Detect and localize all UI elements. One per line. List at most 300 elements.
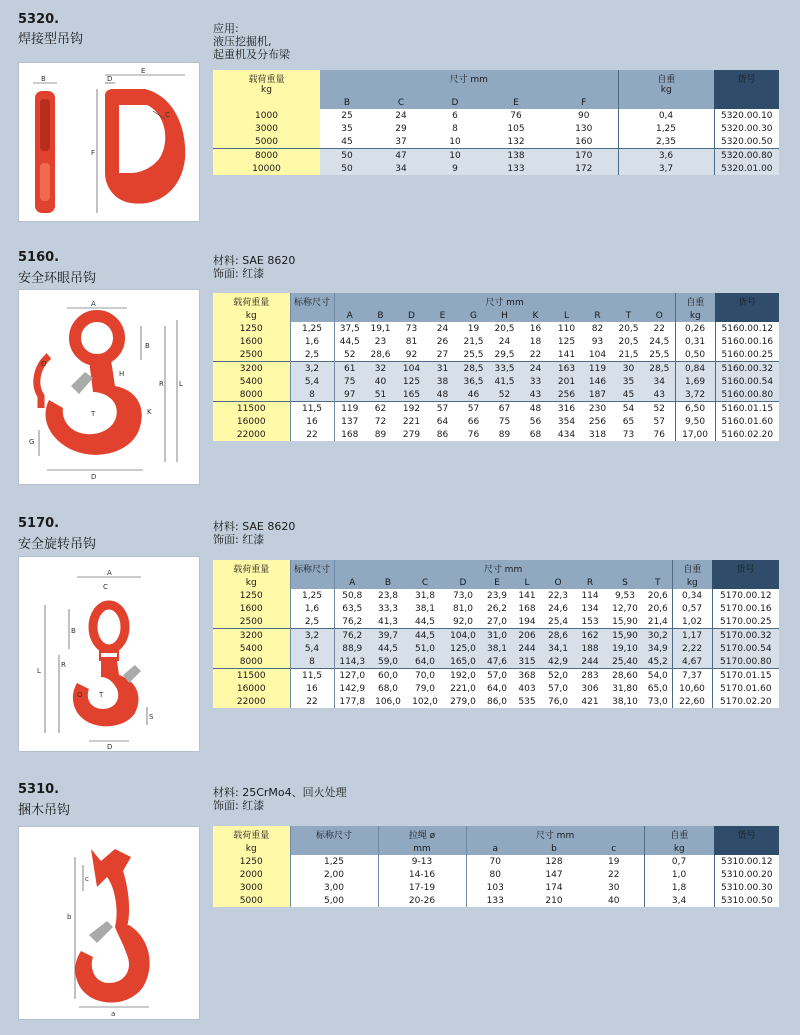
- table-cell: 153: [574, 615, 606, 629]
- table-cell: 1,6: [290, 335, 334, 348]
- table-cell: 5,4: [290, 642, 334, 655]
- table-cell: 5310.00.12: [714, 855, 779, 868]
- header-nominal: 标称尺寸: [290, 560, 334, 576]
- table-cell: 76: [482, 109, 550, 122]
- col-header: E: [482, 576, 512, 589]
- table-cell: 81,0: [444, 602, 482, 615]
- table-cell: 28,60: [606, 669, 644, 683]
- table-cell: 5320.00.50: [714, 135, 779, 149]
- col-header: E: [427, 309, 458, 322]
- table-cell: 44,5: [370, 642, 406, 655]
- table-cell: 354: [551, 415, 582, 428]
- table-cell: 3,4: [644, 894, 714, 907]
- table-cell: 165: [396, 388, 427, 402]
- table-cell: 54,0: [644, 669, 672, 683]
- table-cell: 93: [582, 335, 613, 348]
- table-cell: 24,5: [644, 335, 675, 348]
- table-cell: 73,0: [644, 695, 672, 708]
- table-cell: 57: [427, 402, 458, 416]
- table-cell: 57,0: [542, 682, 574, 695]
- table-cell: 80: [466, 868, 524, 881]
- table-cell: 31,0: [482, 629, 512, 643]
- table-cell: 105: [482, 122, 550, 135]
- table-row: [213, 135, 779, 149]
- dim-label: S: [149, 713, 154, 721]
- dim-label: T: [99, 691, 104, 699]
- table-cell: 5160.00.80: [715, 388, 779, 402]
- dim-label: F: [91, 149, 96, 157]
- header-load: 载荷重量: [213, 293, 290, 309]
- table-cell: 5400: [213, 375, 290, 388]
- product-description: [213, 254, 295, 280]
- table-cell: 5310.00.30: [714, 881, 779, 894]
- table-cell: 75: [334, 375, 365, 388]
- table-cell: 127,0: [334, 669, 370, 683]
- table-cell: 5160.00.12: [715, 322, 779, 335]
- table-cell: 3000: [213, 881, 290, 894]
- table-cell: 76: [458, 428, 489, 441]
- table-cell: 104: [396, 362, 427, 376]
- header-load: 载荷重量 kg: [213, 70, 320, 96]
- table-cell: 133: [466, 894, 524, 907]
- table-cell: 316: [551, 402, 582, 416]
- table-cell: 0,84: [675, 362, 715, 376]
- header-load: 载荷重量: [213, 560, 290, 576]
- table-cell: 1250: [213, 589, 290, 602]
- table-cell: 5160.00.16: [715, 335, 779, 348]
- col-header: R: [574, 576, 606, 589]
- table-cell: 9: [428, 162, 482, 175]
- col-header: A: [334, 576, 370, 589]
- table-cell: 41,5: [489, 375, 520, 388]
- table-cell: 18: [520, 335, 551, 348]
- table-cell: 192: [396, 402, 427, 416]
- table-cell: 1600: [213, 602, 290, 615]
- table-cell: 73,0: [444, 589, 482, 602]
- table-cell: 47,6: [482, 655, 512, 669]
- header-weight-unit: kg: [672, 576, 712, 589]
- table-cell: 5320.00.80: [714, 149, 779, 163]
- desc-line: 材料: SAE 8620: [213, 520, 296, 533]
- table-row: [213, 642, 779, 655]
- table-cell: 5170.00.16: [712, 602, 779, 615]
- table-cell: 5170.00.54: [712, 642, 779, 655]
- table-row: [213, 402, 779, 416]
- header-weight-unit: kg: [675, 309, 715, 322]
- col-header: B: [320, 96, 374, 109]
- table-cell: 63,5: [334, 602, 370, 615]
- table-cell: 24: [489, 335, 520, 348]
- table-cell: 34: [644, 375, 675, 388]
- table-cell: 128: [524, 855, 584, 868]
- col-header: a: [466, 842, 524, 855]
- table-cell: 68,0: [370, 682, 406, 695]
- table-cell: 23,9: [482, 589, 512, 602]
- desc-line: 材料: 25CrMo4、回火处理: [213, 786, 347, 799]
- welded-hook-icon: [19, 63, 199, 221]
- header-weight-unit: kg: [644, 842, 714, 855]
- table-cell: 11,5: [290, 402, 334, 416]
- table-row: [213, 322, 779, 335]
- table-cell: 47: [374, 149, 428, 163]
- table-cell: 244: [512, 642, 542, 655]
- col-header: H: [489, 309, 520, 322]
- table-cell: 3,72: [675, 388, 715, 402]
- table-cell: 2,5: [290, 348, 334, 362]
- table-cell: 66: [458, 415, 489, 428]
- table-cell: 0,50: [675, 348, 715, 362]
- table-cell: 5320.00.10: [714, 109, 779, 122]
- table-cell: 56: [520, 415, 551, 428]
- table-cell: 434: [551, 428, 582, 441]
- table-cell: 0,34: [672, 589, 712, 602]
- desc-line: 应用:: [213, 22, 239, 35]
- table-cell: 102,0: [406, 695, 444, 708]
- product-image-5320: [18, 62, 200, 222]
- table-cell: 7,37: [672, 669, 712, 683]
- table-cell: 25,4: [542, 615, 574, 629]
- table-cell: 3200: [213, 629, 290, 643]
- table-cell: 2,5: [290, 615, 334, 629]
- table-cell: 51,0: [406, 642, 444, 655]
- table-cell: 256: [551, 388, 582, 402]
- table-cell: 403: [512, 682, 542, 695]
- table-cell: 1,02: [672, 615, 712, 629]
- table-cell: 5310.00.50: [714, 894, 779, 907]
- table-cell: 130: [550, 122, 618, 135]
- table-cell: 306: [574, 682, 606, 695]
- header-code: 货号: [714, 826, 779, 855]
- desc-line: 材料: SAE 8620: [213, 254, 296, 267]
- table-cell: 28,5: [458, 362, 489, 376]
- table-cell: 57: [458, 402, 489, 416]
- table-cell: 421: [574, 695, 606, 708]
- table-cell: 50: [320, 149, 374, 163]
- table-cell: 20,6: [644, 602, 672, 615]
- dim-label: B: [71, 627, 76, 635]
- table-cell: 21,5: [613, 348, 644, 362]
- table-cell: 5320.01.00: [714, 162, 779, 175]
- table-cell: 52: [489, 388, 520, 402]
- table-cell: 160: [550, 135, 618, 149]
- col-header: F: [550, 96, 618, 109]
- table-cell: 5170.00.32: [712, 629, 779, 643]
- table-cell: 76,0: [542, 695, 574, 708]
- table-cell: 8: [428, 122, 482, 135]
- table-cell: 5170.00.80: [712, 655, 779, 669]
- desc-line: 饰面: 红漆: [213, 267, 265, 280]
- table-cell: 5,00: [290, 894, 378, 907]
- table-row: [213, 348, 779, 362]
- product-number: 5170.: [18, 516, 60, 531]
- table-cell: 194: [512, 615, 542, 629]
- table-cell: 75: [489, 415, 520, 428]
- dim-label: K: [147, 408, 152, 416]
- table-row: [213, 335, 779, 348]
- table-cell: 52: [644, 402, 675, 416]
- table-cell: 315: [512, 655, 542, 669]
- table-cell: 79,0: [406, 682, 444, 695]
- table-cell: 82: [582, 322, 613, 335]
- table-cell: 279,0: [444, 695, 482, 708]
- table-cell: 201: [551, 375, 582, 388]
- table-cell: 206: [512, 629, 542, 643]
- table-cell: 279: [396, 428, 427, 441]
- table-cell: 30: [613, 362, 644, 376]
- table-cell: 16: [290, 415, 334, 428]
- product-image-5160: [18, 289, 200, 485]
- table-cell: 86: [427, 428, 458, 441]
- table-cell: 134: [574, 602, 606, 615]
- table-cell: 20,5: [489, 322, 520, 335]
- table-cell: 73: [613, 428, 644, 441]
- table-cell: 168: [512, 602, 542, 615]
- table-cell: 0,57: [672, 602, 712, 615]
- table-cell: 57: [644, 415, 675, 428]
- table-cell: 51: [365, 388, 396, 402]
- table-cell: 1,25: [618, 122, 714, 135]
- table-cell: 0,4: [618, 109, 714, 122]
- table-cell: 104,0: [444, 629, 482, 643]
- table-cell: 3,00: [290, 881, 378, 894]
- table-cell: 5170.00.25: [712, 615, 779, 629]
- table-cell: 5400: [213, 642, 290, 655]
- desc-line: 液压挖掘机,: [213, 35, 272, 48]
- header-code: 货号: [712, 560, 779, 589]
- table-cell: 45,2: [644, 655, 672, 669]
- table-cell: 10,60: [672, 682, 712, 695]
- table-cell: 20,5: [613, 335, 644, 348]
- table-cell: 3,2: [290, 362, 334, 376]
- product-number: 5320.: [18, 12, 60, 27]
- header-weight: 自重: [644, 826, 714, 842]
- table-cell: 1,6: [290, 602, 334, 615]
- table-row: [213, 881, 779, 894]
- table-cell: 76: [644, 428, 675, 441]
- table-row: [213, 109, 779, 122]
- spec-table-5170: [213, 560, 779, 708]
- table-cell: 125: [396, 375, 427, 388]
- dim-label: C: [103, 583, 108, 591]
- table-cell: 2,22: [672, 642, 712, 655]
- table-cell: 177,8: [334, 695, 370, 708]
- dim-label: O: [41, 360, 47, 368]
- desc-line: 饰面: 红漆: [213, 533, 265, 546]
- table-cell: 8: [290, 655, 334, 669]
- table-cell: 5000: [213, 135, 320, 149]
- table-cell: 40: [584, 894, 644, 907]
- table-cell: 65: [613, 415, 644, 428]
- table-cell: 114: [574, 589, 606, 602]
- table-cell: 45: [613, 388, 644, 402]
- table-cell: 17-19: [378, 881, 466, 894]
- table-cell: 15,90: [606, 629, 644, 643]
- table-cell: 125,0: [444, 642, 482, 655]
- col-header: C: [374, 96, 428, 109]
- product-image-5310: [18, 826, 200, 1020]
- table-cell: 106,0: [370, 695, 406, 708]
- table-cell: 43: [644, 388, 675, 402]
- table-cell: 97: [334, 388, 365, 402]
- table-cell: 5160.00.54: [715, 375, 779, 388]
- table-cell: 9-13: [378, 855, 466, 868]
- table-cell: 256: [582, 415, 613, 428]
- col-header: L: [551, 309, 582, 322]
- table-cell: 16: [520, 322, 551, 335]
- table-cell: 8000: [213, 655, 290, 669]
- table-cell: 1250: [213, 855, 290, 868]
- header-load-unit: kg: [213, 842, 290, 855]
- table-cell: 11,5: [290, 669, 334, 683]
- table-cell: 2000: [213, 868, 290, 881]
- table-cell: 2,35: [618, 135, 714, 149]
- table-cell: 5170.02.20: [712, 695, 779, 708]
- table-row: [213, 695, 779, 708]
- col-header: T: [644, 576, 672, 589]
- table-cell: 0,31: [675, 335, 715, 348]
- table-row: [213, 388, 779, 402]
- product-description: [213, 22, 290, 61]
- col-header: L: [512, 576, 542, 589]
- header-load: 载荷重量: [213, 826, 290, 842]
- header-load-unit: kg: [213, 576, 290, 589]
- header-rope: 拉绳 ø: [378, 826, 466, 842]
- col-header: B: [365, 309, 396, 322]
- table-cell: 146: [582, 375, 613, 388]
- table-cell: 28,5: [644, 362, 675, 376]
- table-cell: 31,8: [406, 589, 444, 602]
- table-cell: 3,7: [618, 162, 714, 175]
- header-code: 货号: [714, 70, 779, 109]
- product-description: [213, 520, 295, 546]
- table-cell: 2,00: [290, 868, 378, 881]
- dim-label: O: [77, 691, 83, 699]
- table-cell: 64: [427, 415, 458, 428]
- table-cell: 16: [290, 682, 334, 695]
- header-load-unit: kg: [213, 309, 290, 322]
- desc-line: 饰面: 红漆: [213, 799, 265, 812]
- col-header: D: [396, 309, 427, 322]
- col-header: B: [370, 576, 406, 589]
- table-cell: 141: [512, 589, 542, 602]
- table-cell: 89: [489, 428, 520, 441]
- desc-line: 起重机及分布梁: [213, 48, 290, 61]
- table-cell: 19: [584, 855, 644, 868]
- table-cell: 59,0: [370, 655, 406, 669]
- table-cell: 22000: [213, 695, 290, 708]
- table-cell: 1,25: [290, 589, 334, 602]
- table-cell: 60,0: [370, 669, 406, 683]
- table-row: [213, 894, 779, 907]
- table-cell: 114,3: [334, 655, 370, 669]
- table-cell: 64,0: [482, 682, 512, 695]
- table-cell: 10000: [213, 162, 320, 175]
- safety-swivel-hook-icon: [19, 557, 199, 751]
- table-cell: 20-26: [378, 894, 466, 907]
- table-row: [213, 362, 779, 376]
- table-cell: 8000: [213, 388, 290, 402]
- table-cell: 30: [584, 881, 644, 894]
- table-cell: 28,6: [365, 348, 396, 362]
- table-cell: 221: [396, 415, 427, 428]
- col-header: S: [606, 576, 644, 589]
- table-cell: 103: [466, 881, 524, 894]
- table-cell: 48: [520, 402, 551, 416]
- table-cell: 25,5: [644, 348, 675, 362]
- dim-label: a: [111, 1010, 116, 1018]
- table-row: [213, 149, 779, 163]
- table-cell: 37,5: [334, 322, 365, 335]
- table-cell: 1,17: [672, 629, 712, 643]
- table-cell: 88,9: [334, 642, 370, 655]
- product-image-5170: [18, 556, 200, 752]
- table-cell: 44,5: [406, 629, 444, 643]
- table-cell: 38,1: [482, 642, 512, 655]
- table-cell: 25: [320, 109, 374, 122]
- table-row: [213, 415, 779, 428]
- product-name: 安全环眼吊钩: [18, 271, 97, 286]
- table-cell: 133: [482, 162, 550, 175]
- product-name: 安全旋转吊钩: [18, 537, 97, 552]
- table-cell: 22: [290, 695, 334, 708]
- table-cell: 5170.00.12: [712, 589, 779, 602]
- table-cell: 0,26: [675, 322, 715, 335]
- table-cell: 76,2: [334, 615, 370, 629]
- table-cell: 44,5: [406, 615, 444, 629]
- table-row: [213, 629, 779, 643]
- table-cell: 26,2: [482, 602, 512, 615]
- col-header: D: [428, 96, 482, 109]
- table-cell: 20,5: [613, 322, 644, 335]
- table-cell: 119: [334, 402, 365, 416]
- table-cell: 174: [524, 881, 584, 894]
- table-cell: 2500: [213, 348, 290, 362]
- header-dims: 尺寸 mm: [320, 70, 618, 96]
- table-cell: 119: [582, 362, 613, 376]
- header-nominal: 标称尺寸: [290, 826, 378, 842]
- dim-label: H: [119, 370, 125, 378]
- table-cell: 37: [374, 135, 428, 149]
- dim-label: A: [91, 300, 96, 308]
- table-cell: 192,0: [444, 669, 482, 683]
- table-cell: 34,9: [644, 642, 672, 655]
- table-cell: 2500: [213, 615, 290, 629]
- table-cell: 11500: [213, 402, 290, 416]
- table-cell: 22: [644, 322, 675, 335]
- table-cell: 1,25: [290, 855, 378, 868]
- table-cell: 21,5: [458, 335, 489, 348]
- dim-label: D: [107, 743, 113, 751]
- col-header: b: [524, 842, 584, 855]
- table-cell: 1000: [213, 109, 320, 122]
- product-description: [213, 786, 347, 812]
- table-cell: 24: [374, 109, 428, 122]
- table-cell: 45: [320, 135, 374, 149]
- table-cell: 5160.01.15: [715, 402, 779, 416]
- table-cell: 368: [512, 669, 542, 683]
- table-cell: 172: [550, 162, 618, 175]
- table-cell: 187: [582, 388, 613, 402]
- table-cell: 25,5: [458, 348, 489, 362]
- table-cell: 16000: [213, 415, 290, 428]
- table-cell: 170: [550, 149, 618, 163]
- col-header: K: [520, 309, 551, 322]
- table-cell: 67: [489, 402, 520, 416]
- product-number: 5310.: [18, 782, 60, 797]
- table-row: [213, 655, 779, 669]
- table-cell: 19: [458, 322, 489, 335]
- dim-label: B: [41, 75, 46, 83]
